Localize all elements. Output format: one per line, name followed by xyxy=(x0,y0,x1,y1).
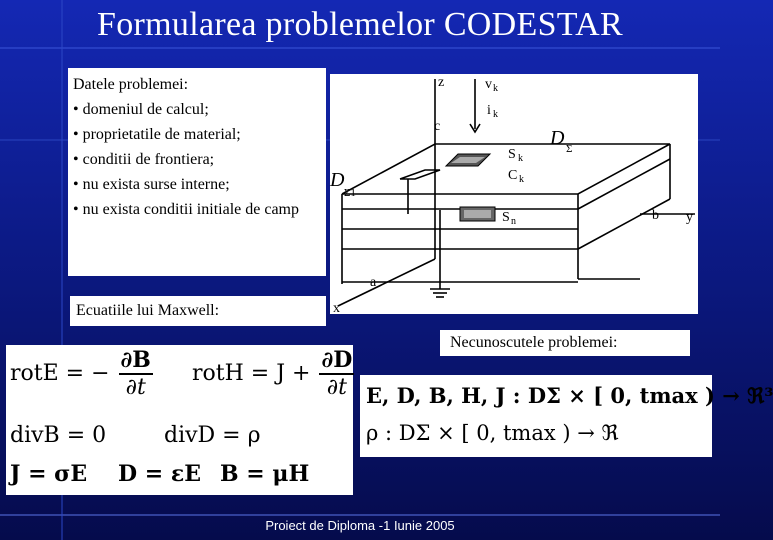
problem-data-item: • nu exista conditii initiale de camp xyxy=(73,201,299,218)
rot-e-lhs: rotE = − xyxy=(10,361,110,386)
rot-e-equation xyxy=(10,347,155,401)
rot-h-denominator: ∂t xyxy=(326,375,347,400)
slide-title: Formularea problemelor CODESTAR xyxy=(97,6,623,43)
problem-data-item: • domeniul de calcul; xyxy=(73,101,209,118)
div-d-equation: divD = ρ xyxy=(164,423,261,448)
unknowns-row-fields: E, D, B, H, J : DΣ × [ 0, tmax ) → ℜ³ xyxy=(366,383,773,408)
domain-figure xyxy=(330,74,698,314)
unknowns-label: Necunoscutele problemei: xyxy=(440,330,690,356)
problem-data-box xyxy=(68,68,326,276)
d-sigma-label: D xyxy=(550,127,565,149)
div-b-equation: divB = 0 xyxy=(10,423,107,448)
d-equation: D = εE xyxy=(118,461,201,487)
x-axis-label: x xyxy=(333,301,340,316)
rot-h-equation xyxy=(192,347,356,401)
problem-data-item: • conditii de frontiera; xyxy=(73,151,215,168)
sn-label: S xyxy=(502,210,510,225)
rot-e-numerator: ∂B xyxy=(120,347,151,373)
sk-label: S xyxy=(508,147,516,162)
problem-data-item: • nu exista surse interne; xyxy=(73,176,230,193)
unknowns-row-charge: ρ : DΣ × [ 0, tmax ) → ℜ xyxy=(366,421,619,445)
rot-h-lhs: rotH = J + xyxy=(192,361,311,386)
vk-subscript: k xyxy=(493,83,498,94)
z-axis-label: z xyxy=(438,75,445,90)
ck-subscript: k xyxy=(519,174,524,185)
a-label: a xyxy=(370,275,377,290)
d-sigma-subscript: Σ xyxy=(566,143,573,155)
problem-data-item: • proprietatile de material; xyxy=(73,126,241,143)
problem-data-heading: Datele problemei: xyxy=(73,76,189,93)
unknowns-box xyxy=(360,375,773,457)
ik-label: i xyxy=(487,103,491,118)
maxwell-equations-label: Ecuatiile lui Maxwell: xyxy=(70,296,326,326)
surface-sk xyxy=(446,154,490,166)
maxwell-equations-box xyxy=(6,345,353,495)
surface-sn xyxy=(460,207,495,221)
sn-subscript: n xyxy=(511,216,516,227)
vk-label: v xyxy=(485,77,492,92)
b-equation: B = μH xyxy=(220,461,310,487)
y-axis-label: y xyxy=(686,210,693,225)
sk-subscript: k xyxy=(518,153,523,164)
ck-label: C xyxy=(508,168,518,183)
c-label: c xyxy=(434,119,441,134)
b-label: b xyxy=(652,208,659,223)
rot-e-denominator: ∂t xyxy=(125,375,146,400)
domain-diagram xyxy=(330,74,698,314)
ik-subscript: k xyxy=(493,109,498,120)
j-equation: J = σE xyxy=(10,461,88,487)
d-sigma1-subscript: Σ1 xyxy=(344,187,356,199)
d-sigma1-label: D xyxy=(330,169,345,191)
rot-h-numerator: ∂D xyxy=(321,347,353,373)
footer-text: Proiect de Diploma -1 Iunie 2005 xyxy=(265,518,455,533)
